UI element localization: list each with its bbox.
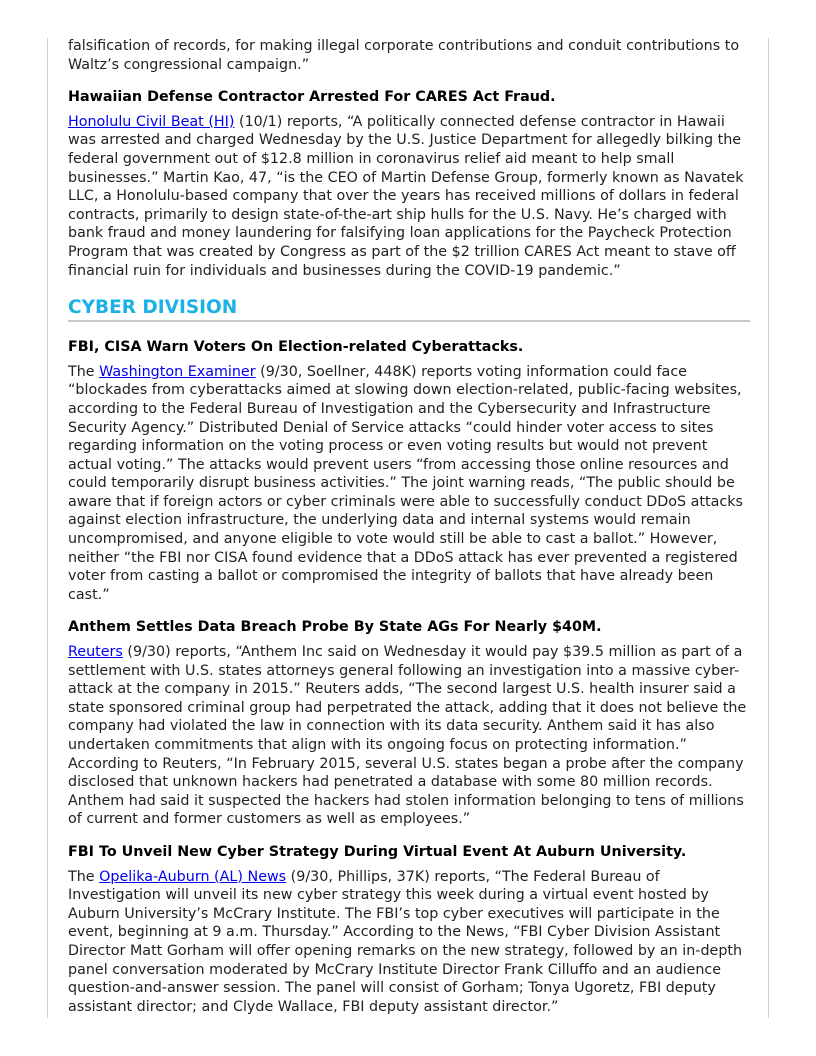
source-link[interactable]: Honolulu Civil Beat (HI): [68, 113, 235, 130]
source-link[interactable]: Reuters: [68, 644, 123, 661]
newsletter-content: [68, 37, 750, 1016]
article-headline: Anthem Settles Data Breach Probe By State AGs For Nearly $40M.: [68, 619, 602, 636]
section-title: CYBER DIVISION: [68, 297, 750, 322]
article-anthem-settlement: [68, 618, 750, 829]
article-cyber-strategy: [68, 843, 750, 1016]
article-body: Reuters (9/30) reports, “Anthem Inc said on Wednesday it would pay $39.5 million as part of a settlement with U.S. states attorneys general following an investigation into a massive cyber-attack at the company in 2015.” Reuters adds, “The second largest U.S. health insurer said a state sponsored criminal group had perpetrated the attack, adding that it does not believe the company had violated the law in connection with its data security. Anthem said it has also undertaken commitments that align with its ongoing focus on protecting information.” According to Reuters, “In February 2015, several U.S. states began a probe after the company disclosed that unknown hackers had penetrated a database with some 80 million records. Anthem had said it suspected the hackers had stolen information belonging to tens of millions of current and former customers as well as employees.”: [68, 644, 747, 828]
continued-paragraph: falsification of records, for making illegal corporate contributions and conduit contributions to Waltz’s congressional campaign.”: [68, 38, 740, 73]
article-body: Honolulu Civil Beat (HI) (10/1) reports, “A politically connected defense contractor in Hawaii was arrested and charged Wednesday by the U.S. Justice Department for allegedly bilking the federal government out of $12.8 million in coronavirus relief aid meant to help small businesses.” Martin Kao, 47, “is the CEO of Martin Defense Group, formerly known as Navatek LLC, a Honolulu-based company that over the years has received millions of dollars in federal contracts, primarily to design state-of-the-art ship hulls for the U.S. Navy. He’s charged with bank fraud and money laundering for falsifying loan applications for the Paycheck Protection Program that was created by Congress as part of the $2 trillion CARES Act meant to stave off financial ruin for individuals and businesses during the COVID-19 pandemic.”: [68, 113, 744, 279]
source-link[interactable]: Opelika-Auburn (AL) News: [99, 868, 287, 885]
article-election-cyberattacks: [68, 338, 750, 604]
article-headline: Hawaiian Defense Contractor Arrested For CARES Act Fraud.: [68, 89, 556, 106]
article-body: The Washington Examiner (9/30, Soellner, 448K) reports voting information could face “blockades from cyberattacks aimed at slowing down election-related, public-facing websites, according to the Federal Bureau of Investigation and the Cybersecurity and Infrastructure Security Agency.” Distributed Denial of Service attacks “could hinder voter access to sites regarding information on the voting process or even voting results but would not prevent actual voting.” The attacks would prevent users “from accessing those online resources and could temporarily disrupt business activities.” The joint warning reads, “The public should be aware that if foreign actors or cyber criminals were able to successfully conduct DDoS attacks against election infrastructure, the underlying data and internal systems would remain uncompromised, and anyone eligible to vote would still be able to cast a ballot.” However, neither “the FBI nor CISA found evidence that a DDoS attack has ever prevented a registered voter from casting a ballot or compromised the integrity of ballots that have already been cast.”: [68, 363, 743, 603]
source-link[interactable]: Washington Examiner: [99, 363, 256, 380]
section-header-cyber-division: [68, 297, 750, 322]
article-headline: FBI, CISA Warn Voters On Election-related Cyberattacks.: [68, 339, 524, 356]
article-hawaii: [68, 88, 750, 280]
article-body: The Opelika-Auburn (AL) News (9/30, Phillips, 37K) reports, “The Federal Bureau of Investigation will unveil its new cyber strategy this week during a virtual event hosted by Auburn University’s McCrary Institute. The FBI’s top cyber executives will participate in the event, beginning at 9 a.m. Thursday.” According to the News, “FBI Cyber Division Assistant Director Matt Gorham will offer opening remarks on the new strategy, followed by an in-depth panel conversation moderated by McCrary Institute Director Frank Cilluffo and an audience question-and-answer session. The panel will consist of Gorham; Tonya Ugoretz, FBI deputy assistant director; and Clyde Wallace, FBI deputy assistant director.”: [68, 868, 743, 1015]
article-headline: FBI To Unveil New Cyber Strategy During Virtual Event At Auburn University.: [68, 843, 687, 860]
